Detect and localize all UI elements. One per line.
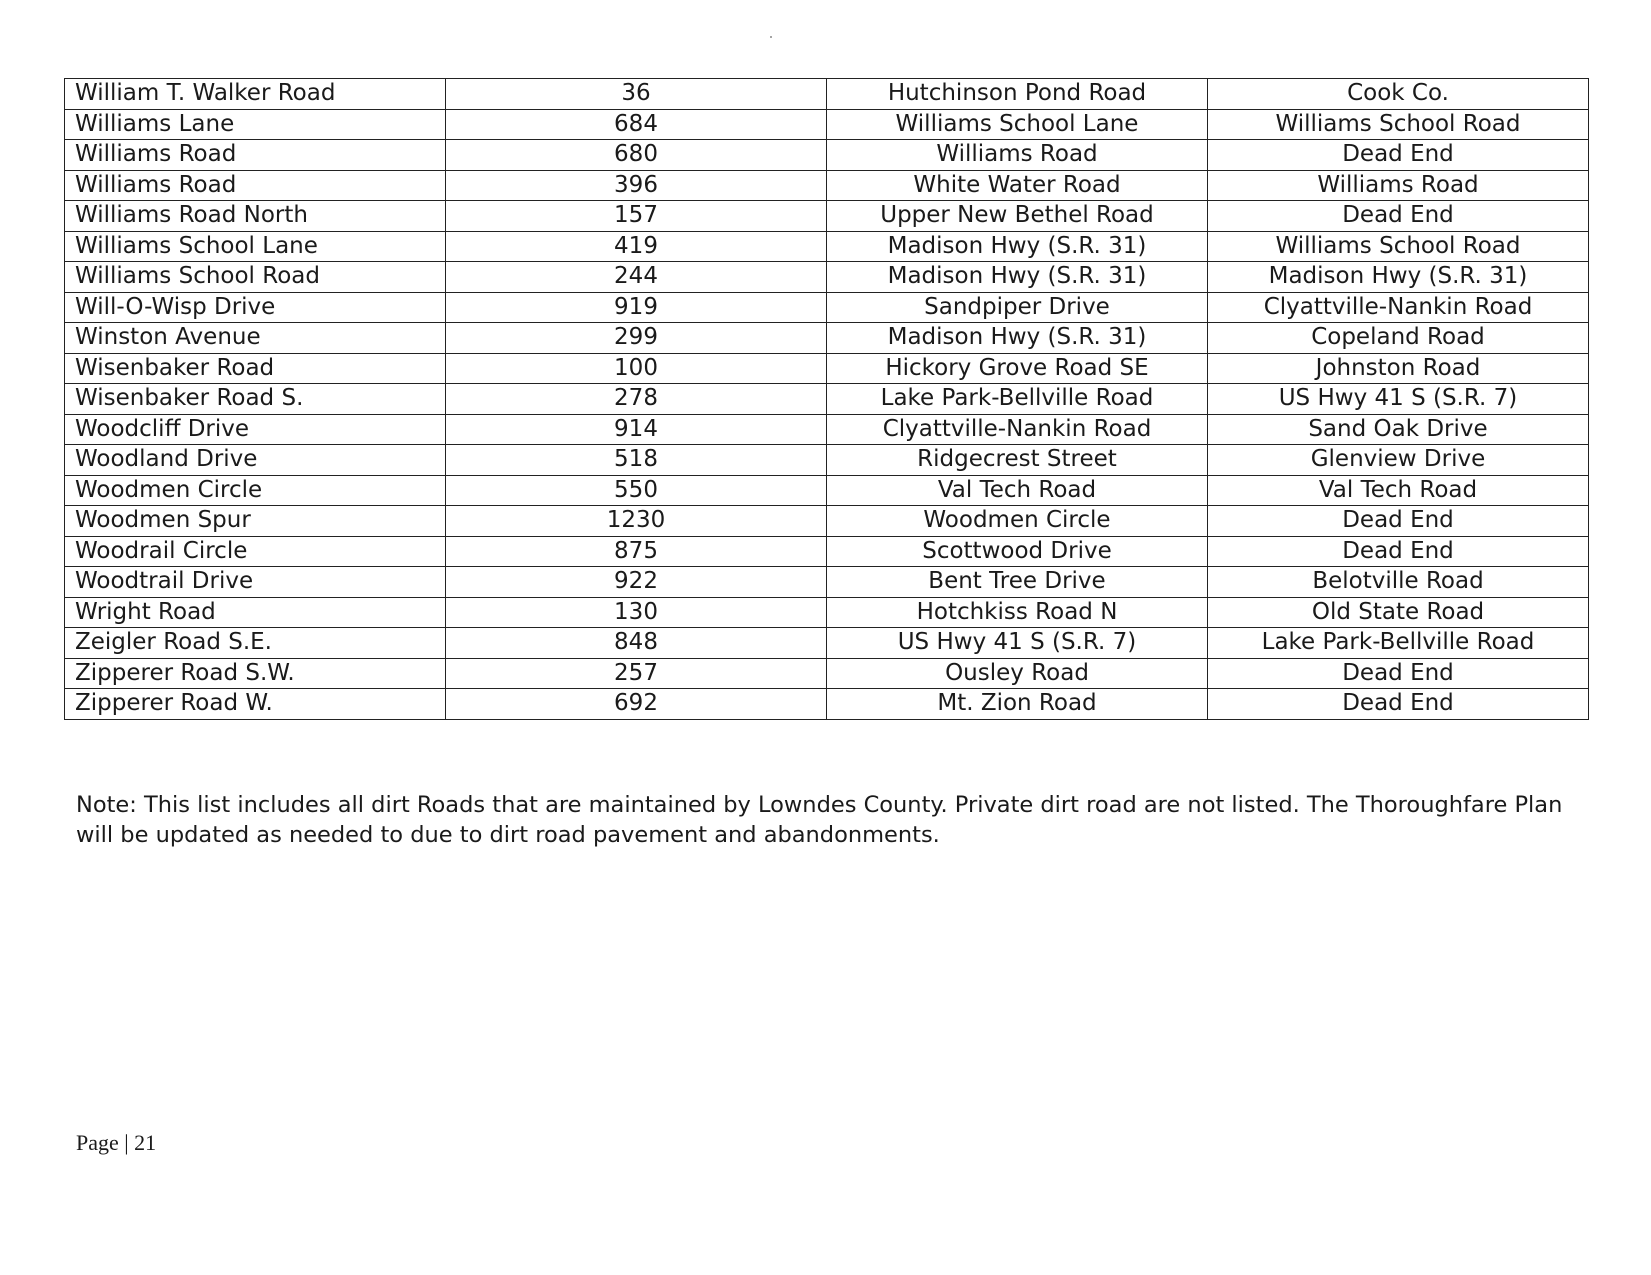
- road-name-cell: Woodrail Circle: [65, 536, 446, 567]
- to-road-cell: Dead End: [1208, 689, 1589, 720]
- to-road-cell: Dead End: [1208, 201, 1589, 232]
- road-name-cell: Woodmen Spur: [65, 506, 446, 537]
- road-name-cell: Williams School Road: [65, 262, 446, 293]
- road-name-cell: Williams Road: [65, 140, 446, 171]
- dirt-road-table-body: [65, 79, 1589, 720]
- road-name-cell: Wright Road: [65, 597, 446, 628]
- road-number-cell: 244: [446, 262, 827, 293]
- road-number-cell: 419: [446, 231, 827, 262]
- road-number-cell: 1230: [446, 506, 827, 537]
- from-road-cell: US Hwy 41 S (S.R. 7): [827, 628, 1208, 659]
- road-name-cell: Woodland Drive: [65, 445, 446, 476]
- table-row: [65, 292, 1589, 323]
- to-road-cell: Williams School Road: [1208, 231, 1589, 262]
- from-road-cell: Scottwood Drive: [827, 536, 1208, 567]
- table-row: [65, 658, 1589, 689]
- road-number-cell: 257: [446, 658, 827, 689]
- table-row: [65, 628, 1589, 659]
- page-number: Page | 21: [76, 1130, 157, 1155]
- to-road-cell: Lake Park-Bellville Road: [1208, 628, 1589, 659]
- from-road-cell: Madison Hwy (S.R. 31): [827, 231, 1208, 262]
- from-road-cell: Mt. Zion Road: [827, 689, 1208, 720]
- to-road-cell: Val Tech Road: [1208, 475, 1589, 506]
- from-road-cell: Upper New Bethel Road: [827, 201, 1208, 232]
- table-row: [65, 140, 1589, 171]
- from-road-cell: Madison Hwy (S.R. 31): [827, 323, 1208, 354]
- to-road-cell: Cook Co.: [1208, 79, 1589, 110]
- to-road-cell: Dead End: [1208, 658, 1589, 689]
- table-row: [65, 475, 1589, 506]
- road-name-cell: Wisenbaker Road S.: [65, 384, 446, 415]
- road-number-cell: 848: [446, 628, 827, 659]
- table-row: [65, 323, 1589, 354]
- table-row: [65, 201, 1589, 232]
- from-road-cell: Ridgecrest Street: [827, 445, 1208, 476]
- road-name-cell: Williams School Lane: [65, 231, 446, 262]
- table-row: [65, 506, 1589, 537]
- from-road-cell: Bent Tree Drive: [827, 567, 1208, 598]
- from-road-cell: Ousley Road: [827, 658, 1208, 689]
- road-name-cell: Will-O-Wisp Drive: [65, 292, 446, 323]
- road-number-cell: 692: [446, 689, 827, 720]
- to-road-cell: Johnston Road: [1208, 353, 1589, 384]
- to-road-cell: US Hwy 41 S (S.R. 7): [1208, 384, 1589, 415]
- road-number-cell: 278: [446, 384, 827, 415]
- road-name-cell: Woodmen Circle: [65, 475, 446, 506]
- road-number-cell: 680: [446, 140, 827, 171]
- table-row: [65, 79, 1589, 110]
- from-road-cell: Clyattville-Nankin Road: [827, 414, 1208, 445]
- from-road-cell: Val Tech Road: [827, 475, 1208, 506]
- from-road-cell: Sandpiper Drive: [827, 292, 1208, 323]
- road-name-cell: Williams Road: [65, 170, 446, 201]
- to-road-cell: Dead End: [1208, 140, 1589, 171]
- road-number-cell: 922: [446, 567, 827, 598]
- road-name-cell: Zeigler Road S.E.: [65, 628, 446, 659]
- to-road-cell: Madison Hwy (S.R. 31): [1208, 262, 1589, 293]
- to-road-cell: Williams Road: [1208, 170, 1589, 201]
- road-name-cell: Winston Avenue: [65, 323, 446, 354]
- table-row: [65, 353, 1589, 384]
- road-name-cell: Woodcliff Drive: [65, 414, 446, 445]
- road-number-cell: 100: [446, 353, 827, 384]
- from-road-cell: Hutchinson Pond Road: [827, 79, 1208, 110]
- table-row: [65, 384, 1589, 415]
- road-number-cell: 518: [446, 445, 827, 476]
- table-row: [65, 536, 1589, 567]
- table-row: [65, 109, 1589, 140]
- from-road-cell: Hotchkiss Road N: [827, 597, 1208, 628]
- road-number-cell: 396: [446, 170, 827, 201]
- to-road-cell: Glenview Drive: [1208, 445, 1589, 476]
- road-number-cell: 914: [446, 414, 827, 445]
- table-row: [65, 597, 1589, 628]
- note-paragraph: Note: This list includes all dirt Roads that are maintained by Lowndes County. Private dirt road are not listed. The Thoroughfare Plan will be updated as needed to due to dirt road pavement and abandonments.: [76, 792, 1563, 848]
- road-number-cell: 550: [446, 475, 827, 506]
- from-road-cell: Williams Road: [827, 140, 1208, 171]
- to-road-cell: Williams School Road: [1208, 109, 1589, 140]
- road-name-cell: Zipperer Road S.W.: [65, 658, 446, 689]
- road-number-cell: 157: [446, 201, 827, 232]
- to-road-cell: Sand Oak Drive: [1208, 414, 1589, 445]
- road-name-cell: Woodtrail Drive: [65, 567, 446, 598]
- scan-speck: [770, 36, 772, 38]
- road-name-cell: William T. Walker Road: [65, 79, 446, 110]
- road-name-cell: Williams Lane: [65, 109, 446, 140]
- from-road-cell: White Water Road: [827, 170, 1208, 201]
- table-row: [65, 414, 1589, 445]
- from-road-cell: Woodmen Circle: [827, 506, 1208, 537]
- from-road-cell: Hickory Grove Road SE: [827, 353, 1208, 384]
- table-row: [65, 262, 1589, 293]
- to-road-cell: Dead End: [1208, 536, 1589, 567]
- road-number-cell: 36: [446, 79, 827, 110]
- road-number-cell: 299: [446, 323, 827, 354]
- to-road-cell: Copeland Road: [1208, 323, 1589, 354]
- table-row: [65, 689, 1589, 720]
- road-number-cell: 875: [446, 536, 827, 567]
- dirt-road-table: [64, 78, 1589, 720]
- to-road-cell: Dead End: [1208, 506, 1589, 537]
- road-number-cell: 684: [446, 109, 827, 140]
- from-road-cell: Williams School Lane: [827, 109, 1208, 140]
- road-name-cell: Zipperer Road W.: [65, 689, 446, 720]
- road-number-cell: 130: [446, 597, 827, 628]
- to-road-cell: Old State Road: [1208, 597, 1589, 628]
- table-row: [65, 445, 1589, 476]
- road-number-cell: 919: [446, 292, 827, 323]
- from-road-cell: Madison Hwy (S.R. 31): [827, 262, 1208, 293]
- to-road-cell: Clyattville-Nankin Road: [1208, 292, 1589, 323]
- road-name-cell: Williams Road North: [65, 201, 446, 232]
- table-row: [65, 170, 1589, 201]
- road-name-cell: Wisenbaker Road: [65, 353, 446, 384]
- table-row: [65, 567, 1589, 598]
- table-row: [65, 231, 1589, 262]
- to-road-cell: Belotville Road: [1208, 567, 1589, 598]
- from-road-cell: Lake Park-Bellville Road: [827, 384, 1208, 415]
